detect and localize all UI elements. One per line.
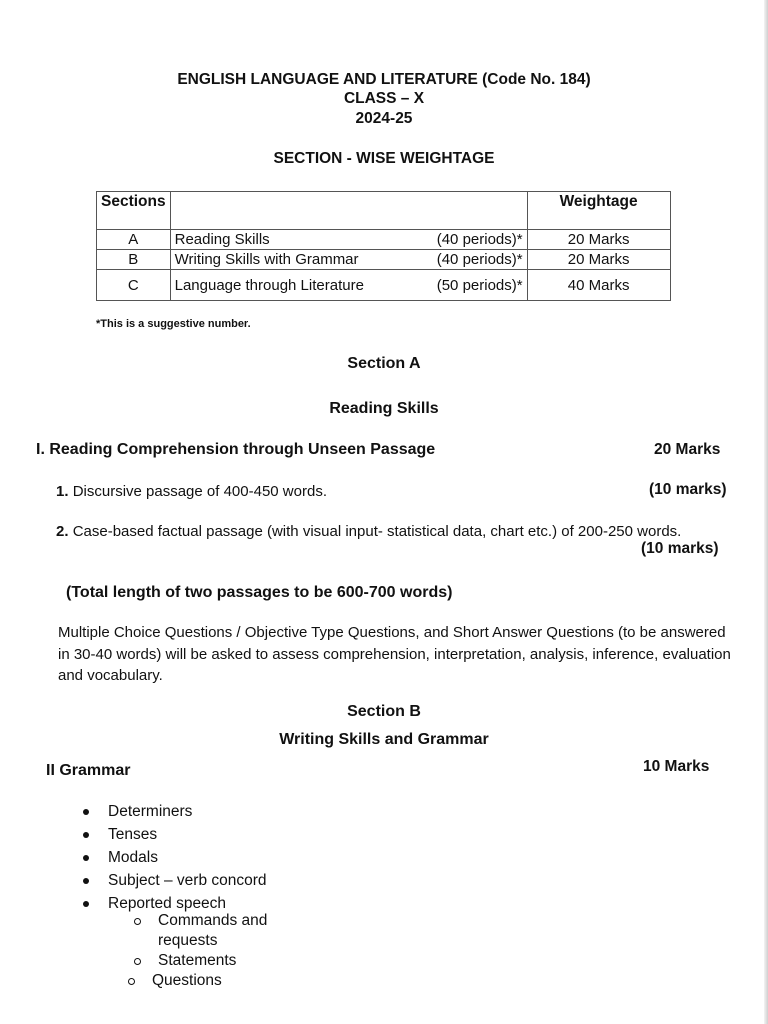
academic-year: 2024-25 bbox=[355, 110, 413, 127]
item-text: Case-based factual passage (with visual input- statistical data, chart etc.) of 200-250 words. bbox=[72, 523, 682, 540]
weightage-column-header: Weightage bbox=[527, 192, 670, 230]
table-row bbox=[97, 250, 671, 270]
bullet-icon bbox=[83, 901, 89, 907]
list-item: Modals bbox=[80, 846, 267, 869]
list-item: Determiners bbox=[80, 800, 267, 823]
bullet-icon bbox=[83, 809, 89, 815]
circle-bullet-icon bbox=[134, 918, 141, 925]
item-2 bbox=[56, 521, 681, 542]
item-1-marks: (10 marks) bbox=[649, 481, 727, 498]
section-a-heading: Section A bbox=[347, 355, 421, 372]
circle-bullet-icon bbox=[128, 978, 135, 985]
item-text: Discursive passage of 400-450 words. bbox=[72, 483, 327, 500]
class-label: CLASS – X bbox=[343, 90, 425, 107]
sections-column-header: Sections bbox=[97, 192, 171, 230]
list-item: Statements bbox=[130, 951, 308, 971]
assessment-paragraph: Multiple Choice Questions / Objective Type Questions, and Short Answer Questions (to be answered in 30-40 words) will be asked to assess comprehension, interpretation, analysis, inference, evaluation and vocabulary. bbox=[58, 624, 731, 684]
item-1 bbox=[56, 481, 327, 502]
period-count: (40 periods)* bbox=[415, 230, 528, 250]
part-ii-title: II Grammar bbox=[46, 762, 131, 779]
skill-name: Reading Skills bbox=[170, 230, 415, 250]
marks: 40 Marks bbox=[527, 270, 670, 301]
suggestive-note: *This is a suggestive number. bbox=[96, 318, 251, 330]
period-count: (50 periods)* bbox=[415, 270, 528, 301]
section-letter: B bbox=[97, 250, 171, 270]
weightage-table bbox=[96, 191, 671, 301]
section-b-heading: Section B bbox=[347, 703, 421, 720]
document-title: ENGLISH LANGUAGE AND LITERATURE (Code No. 184) bbox=[177, 71, 591, 88]
period-count: (40 periods)* bbox=[415, 250, 528, 270]
header-spacer bbox=[170, 192, 415, 230]
section-letter: C bbox=[97, 270, 171, 301]
part-i-marks: 20 Marks bbox=[654, 441, 721, 458]
table-row bbox=[97, 270, 671, 301]
skill-name: Writing Skills with Grammar bbox=[170, 250, 415, 270]
bullet-icon bbox=[83, 878, 89, 884]
section-a-subheading: Reading Skills bbox=[329, 400, 439, 417]
grammar-topic-list bbox=[80, 800, 267, 915]
list-item: Tenses bbox=[80, 823, 267, 846]
skill-name: Language through Literature bbox=[170, 270, 415, 301]
section-b-subheading: Writing Skills and Grammar bbox=[279, 731, 489, 748]
total-length-note: (Total length of two passages to be 600-700 words) bbox=[66, 584, 453, 601]
list-item: Reported speech bbox=[80, 892, 267, 915]
table-header-row bbox=[97, 192, 671, 230]
table-row bbox=[97, 230, 671, 250]
item-number: 2. bbox=[56, 523, 69, 540]
weightage-heading: SECTION - WISE WEIGHTAGE bbox=[273, 150, 495, 167]
header-spacer bbox=[415, 192, 528, 230]
bullet-icon bbox=[83, 832, 89, 838]
part-ii-marks: 10 Marks bbox=[643, 758, 710, 775]
list-item: Questions bbox=[124, 971, 302, 991]
item-number: 1. bbox=[56, 483, 69, 500]
section-letter: A bbox=[97, 230, 171, 250]
reported-speech-sublist bbox=[130, 911, 308, 991]
list-item: Commands and requests bbox=[130, 911, 308, 951]
circle-bullet-icon bbox=[134, 958, 141, 965]
part-i-title: I. Reading Comprehension through Unseen Passage bbox=[36, 441, 436, 458]
bullet-icon bbox=[83, 855, 89, 861]
item-2-marks: (10 marks) bbox=[641, 540, 719, 557]
marks: 20 Marks bbox=[527, 250, 670, 270]
list-item: Subject – verb concord bbox=[80, 869, 267, 892]
marks: 20 Marks bbox=[527, 230, 670, 250]
